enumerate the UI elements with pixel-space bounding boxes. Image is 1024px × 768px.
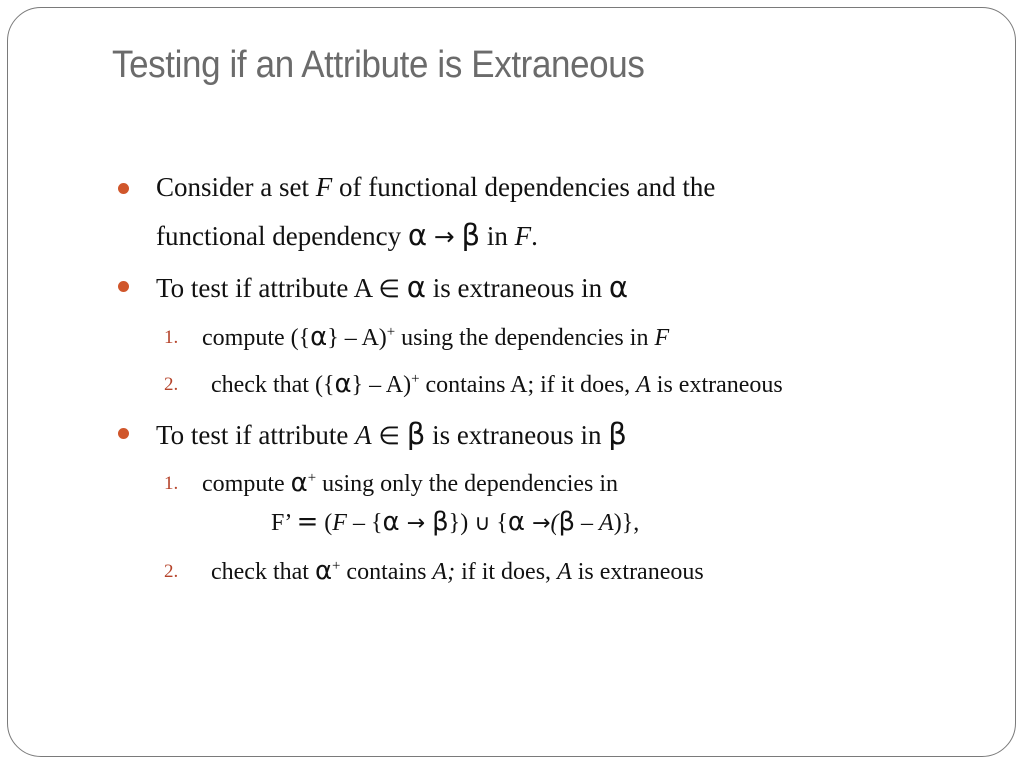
var-A: A; <box>432 559 456 585</box>
brace: } <box>327 325 339 351</box>
step-number: 2. <box>164 374 179 395</box>
bullet-1-line-2 <box>156 218 538 252</box>
text: of functional dependencies and the <box>332 172 716 202</box>
plus-superscript: + <box>411 371 420 388</box>
plus-superscript: + <box>307 470 317 487</box>
var-F: F <box>654 325 670 351</box>
step-number: 2. <box>164 561 179 582</box>
text: contains <box>346 559 433 585</box>
text: using the dependencies in <box>395 325 655 351</box>
beta-symbol: β <box>461 218 481 252</box>
alpha-symbol: α <box>334 369 352 399</box>
arrow-symbol: → <box>399 511 433 536</box>
var-F: F <box>332 510 347 536</box>
text: compute ( <box>202 325 299 351</box>
text: is extraneous in <box>425 273 609 303</box>
brace: { <box>322 372 335 398</box>
brace: { <box>370 510 383 536</box>
b3-formula <box>271 507 639 537</box>
brace: } <box>448 510 461 536</box>
beta-symbol: β <box>608 417 627 451</box>
text: compute <box>202 471 291 497</box>
text: is extraneous <box>571 559 704 585</box>
alpha-symbol: α <box>406 270 426 304</box>
var-A: A <box>355 420 372 450</box>
beta-symbol: β <box>432 507 449 537</box>
plus-superscript: + <box>332 558 341 575</box>
text: – <box>575 510 600 536</box>
slide-title: Testing if an Attribute is Extraneous <box>112 44 645 86</box>
b3-step-2 <box>211 556 704 586</box>
brace: } <box>621 510 634 536</box>
alpha-symbol: α <box>290 468 308 498</box>
alpha-symbol: α <box>382 507 400 537</box>
element-of-symbol: ∈ <box>378 421 400 450</box>
text: ) <box>613 510 622 536</box>
text: – <box>346 510 371 536</box>
var-F: F <box>315 172 333 202</box>
alpha-symbol: α <box>407 218 428 252</box>
arrow-symbol: → <box>524 511 551 536</box>
plus-superscript: + <box>386 324 396 341</box>
b2-step-1 <box>202 322 669 352</box>
bullet-1-line-1 <box>156 172 715 203</box>
b2-step-2 <box>211 369 783 399</box>
alpha-symbol: α <box>314 556 333 586</box>
text: using only the dependencies in <box>322 471 619 497</box>
text: ) <box>460 510 475 536</box>
text: contains A; if it does, <box>419 372 637 398</box>
text: check that <box>211 559 315 585</box>
step-number: 1. <box>164 473 179 494</box>
text: in <box>480 221 515 251</box>
alpha-symbol: α <box>310 322 328 352</box>
beta-symbol: β <box>406 417 426 451</box>
step-number: 1. <box>164 327 179 348</box>
text: is extraneous <box>650 372 783 398</box>
union-symbol: ∪ <box>474 511 491 536</box>
beta-symbol: β <box>558 507 576 537</box>
text: To test if attribute <box>156 420 356 450</box>
bullet-dot-2 <box>118 281 129 292</box>
bullet-dot-3 <box>118 428 129 439</box>
b3-step-1 <box>202 468 618 498</box>
text: – A) <box>338 325 387 351</box>
alpha-symbol: α <box>608 270 629 304</box>
bullet-dot-1 <box>118 183 129 194</box>
var-F: F <box>514 221 532 251</box>
text: is extraneous in <box>425 420 609 450</box>
text: . <box>531 221 538 251</box>
text: functional dependency <box>156 221 408 251</box>
brace: } <box>351 372 364 398</box>
text: To test if attribute A <box>156 273 379 303</box>
var-A: A <box>599 510 614 536</box>
arrow-symbol: → <box>433 222 455 251</box>
text: if it does, <box>455 559 558 585</box>
var-A: A <box>636 372 651 398</box>
bullet-2-line <box>156 270 628 304</box>
brace: { <box>490 510 508 536</box>
bullet-3-line <box>156 417 627 451</box>
text: – A) <box>363 372 412 398</box>
text: F’ <box>271 510 297 536</box>
alpha-symbol: α <box>507 507 525 537</box>
text: check that ( <box>211 372 323 398</box>
text: , <box>633 510 640 536</box>
text: Consider a set <box>156 172 316 202</box>
equals-symbol: = <box>296 507 319 537</box>
text: ( <box>318 510 333 536</box>
paren: ( <box>550 510 559 536</box>
element-of-symbol: ∈ <box>378 274 400 303</box>
var-A: A <box>557 559 572 585</box>
brace: { <box>298 325 311 351</box>
